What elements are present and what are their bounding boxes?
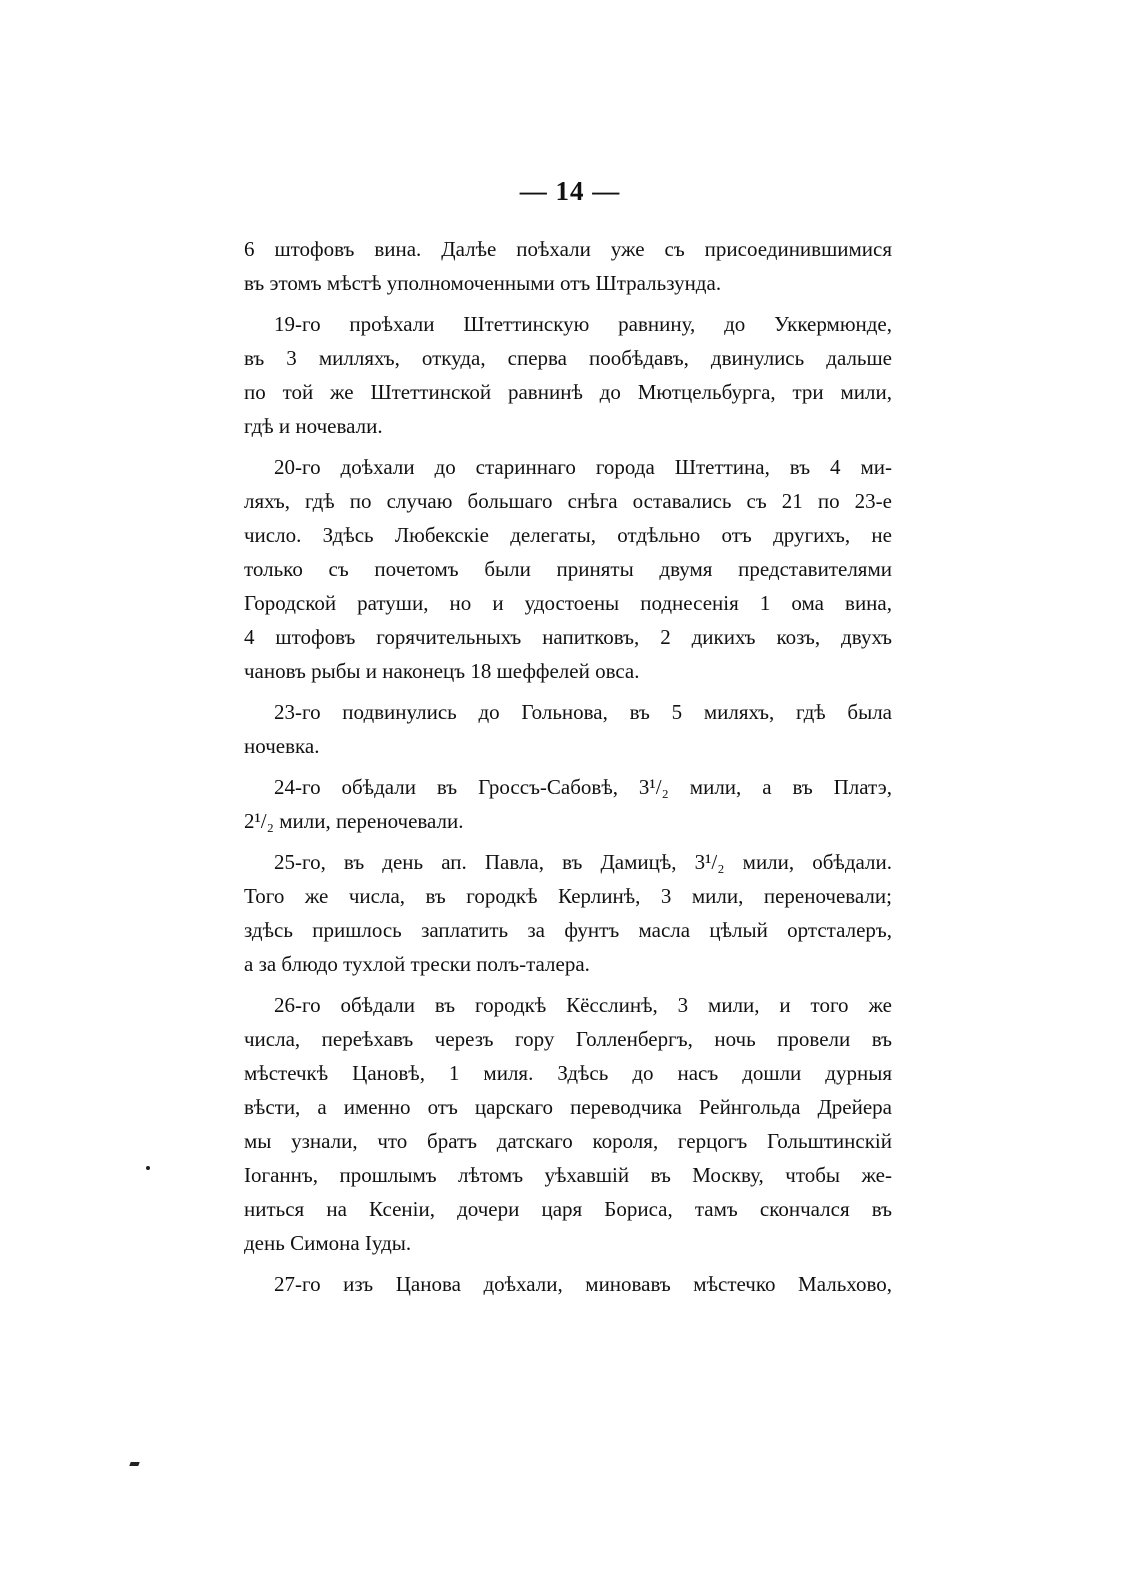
text-line: по той же Штеттинской равнинѣ до Мютцельбурга, три мили, xyxy=(244,380,892,404)
text-line: Того же числа, въ городкѣ Керлинѣ, 3 мили, переночевали; xyxy=(244,884,892,908)
text-line: 25-го, въ день ап. Павла, въ Дамицѣ, 3¹/₂ мили, обѣдали. xyxy=(274,850,892,874)
text-line: 6 штофовъ вина. Далѣе поѣхали уже съ присоединившимися xyxy=(244,237,892,261)
text-line: 27-го изъ Цанова доѣхали, миновавъ мѣстечко Мальхово, xyxy=(274,1272,892,1296)
text-line: 4 штофовъ горячительныхъ напитковъ, 2 дикихъ козъ, двухъ xyxy=(244,625,892,649)
text-line: Іоганнъ, прошлымъ лѣтомъ уѣхавшій въ Москву, чтобы же- xyxy=(244,1163,892,1187)
text-line: мы узнали, что братъ датскаго короля, герцогъ Гольштинскій xyxy=(244,1129,892,1153)
paragraph xyxy=(244,1267,892,1301)
text-line: а за блюдо тухлой трески полъ-талера. xyxy=(244,952,590,976)
page-number: — 14 — xyxy=(519,176,621,206)
paragraph xyxy=(244,232,892,300)
paragraph xyxy=(244,988,892,1260)
scan-dash-mark xyxy=(129,1462,139,1466)
text-line: здѣсь пришлось заплатить за фунтъ масла цѣлый ортсталеръ, xyxy=(244,918,892,942)
scan-speck-mark xyxy=(146,1166,150,1170)
text-line: гдѣ и ночевали. xyxy=(244,414,383,438)
text-line: чановъ рыбы и наконецъ 18 шеффелей овса. xyxy=(244,659,640,683)
paragraph xyxy=(244,770,892,838)
text-line: 24-го обѣдали въ Гроссъ-Сабовѣ, 3¹/₂ мили, а въ Платэ, xyxy=(274,775,892,799)
text-line: 2¹/₂ мили, переночевали. xyxy=(244,809,464,833)
text-line: въ 3 милляхъ, откуда, сперва пообѣдавъ, двинулись дальше xyxy=(244,346,892,370)
paragraph xyxy=(244,307,892,443)
body-text xyxy=(244,232,892,1301)
text-line: мѣстечкѣ Цановѣ, 1 миля. Здѣсь до насъ дошли дурныя xyxy=(244,1061,892,1085)
text-line: числа, переѣхавъ черезъ гору Голленбергъ, ночь провели въ xyxy=(244,1027,892,1051)
text-line: 26-го обѣдали въ городкѣ Кёсслинѣ, 3 мили, и того же xyxy=(274,993,892,1017)
text-line: ляхъ, гдѣ по случаю большаго снѣга оставались съ 21 по 23-е xyxy=(244,489,892,513)
text-line: Городской ратуши, но и удостоены поднесенія 1 ома вина, xyxy=(244,591,892,615)
paragraph xyxy=(244,450,892,688)
text-line: 20-го доѣхали до стариннаго города Штеттина, въ 4 ми- xyxy=(274,455,892,479)
text-line: 19-го проѣхали Штеттинскую равнину, до Уккермюнде, xyxy=(274,312,892,336)
text-line: 23-го подвинулись до Гольнова, въ 5 миляхъ, гдѣ была xyxy=(274,700,892,724)
paragraph xyxy=(244,695,892,763)
text-line: въ этомъ мѣстѣ уполномоченными отъ Штральзунда. xyxy=(244,271,722,295)
paragraph xyxy=(244,845,892,981)
text-line: ниться на Ксеніи, дочери царя Бориса, тамъ скончался въ xyxy=(244,1197,892,1221)
text-line: день Симона Іуды. xyxy=(244,1231,412,1255)
text-line: ночевка. xyxy=(244,734,320,758)
text-line: только съ почетомъ были приняты двумя представителями xyxy=(244,557,892,581)
text-line: вѣсти, а именно отъ царскаго переводчика Рейнгольда Дрейера xyxy=(244,1095,892,1119)
text-line: число. Здѣсь Любекскіе делегаты, отдѣльно отъ другихъ, не xyxy=(244,523,892,547)
